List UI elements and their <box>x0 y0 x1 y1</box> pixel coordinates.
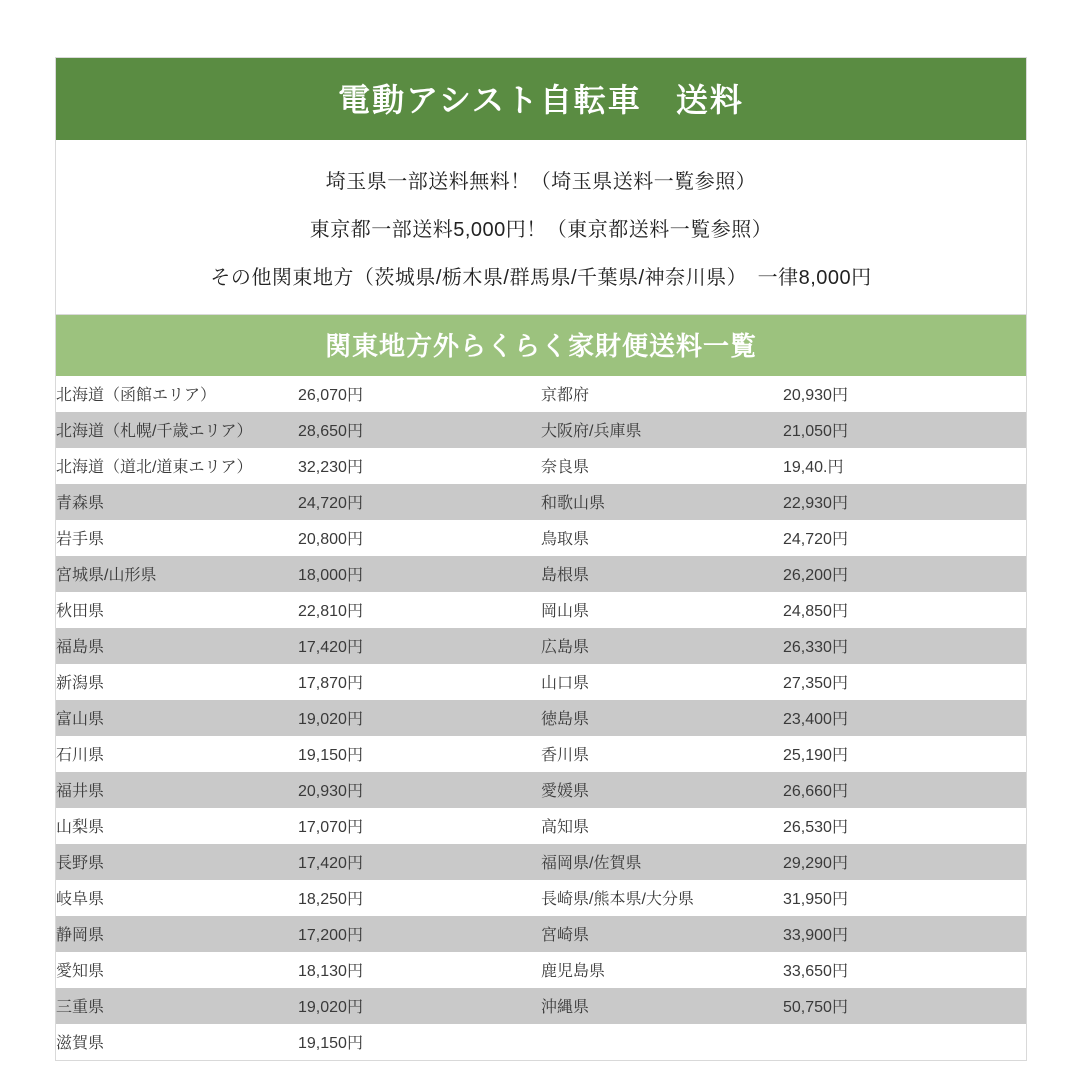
region-cell: 富山県 <box>56 700 298 736</box>
price-cell: 23,400円 <box>783 700 1026 736</box>
region-cell: 高知県 <box>541 808 783 844</box>
region-cell: 愛媛県 <box>541 772 783 808</box>
region-cell: 北海道（札幌/千歳エリア） <box>56 412 298 448</box>
region-cell: 鳥取県 <box>541 520 783 556</box>
price-cell: 18,130円 <box>298 952 541 988</box>
price-cell: 33,650円 <box>783 952 1026 988</box>
price-cell: 22,810円 <box>298 592 541 628</box>
table-row <box>56 700 1026 736</box>
table-row <box>56 808 1026 844</box>
table-row <box>56 592 1026 628</box>
price-cell: 33,900円 <box>783 916 1026 952</box>
region-cell: 宮城県/山形県 <box>56 556 298 592</box>
price-cell: 19,020円 <box>298 988 541 1024</box>
note-line: その他関東地方（茨城県/栃木県/群馬県/千葉県/神奈川県） 一律8,000円 <box>210 267 872 289</box>
table-row <box>56 484 1026 520</box>
price-cell: 20,800円 <box>298 520 541 556</box>
section-subtitle: 関東地方外らくらく家財便送料一覧 <box>56 315 1026 376</box>
price-cell: 18,000円 <box>298 556 541 592</box>
price-cell: 50,750円 <box>783 988 1026 1024</box>
region-cell: 山梨県 <box>56 808 298 844</box>
region-cell: 秋田県 <box>56 592 298 628</box>
region-cell: 和歌山県 <box>541 484 783 520</box>
price-cell: 26,200円 <box>783 556 1026 592</box>
region-cell: 山口県 <box>541 664 783 700</box>
table-row <box>56 520 1026 556</box>
table-body <box>56 376 1026 1060</box>
region-cell: 鹿児島県 <box>541 952 783 988</box>
region-cell: 岩手県 <box>56 520 298 556</box>
region-cell: 大阪府/兵庫県 <box>541 412 783 448</box>
price-cell: 32,230円 <box>298 448 541 484</box>
price-cell: 17,200円 <box>298 916 541 952</box>
price-cell: 22,930円 <box>783 484 1026 520</box>
price-cell: 26,660円 <box>783 772 1026 808</box>
region-cell: 徳島県 <box>541 700 783 736</box>
price-cell: 24,720円 <box>298 484 541 520</box>
region-cell: 新潟県 <box>56 664 298 700</box>
note-line: 埼玉県一部送料無料！（埼玉県送料一覧参照） <box>325 171 757 193</box>
region-cell: 宮崎県 <box>541 916 783 952</box>
region-cell: 静岡県 <box>56 916 298 952</box>
table-row <box>56 988 1026 1024</box>
region-cell: 福島県 <box>56 628 298 664</box>
shipping-fee-table <box>56 376 1026 1060</box>
price-cell: 19,020円 <box>298 700 541 736</box>
note-line: 東京都一部送料5,000円！（東京都送料一覧参照） <box>309 219 773 241</box>
table-row <box>56 448 1026 484</box>
shipping-fee-sheet <box>55 57 1027 1061</box>
table-row <box>56 1024 1026 1060</box>
table-row <box>56 412 1026 448</box>
region-cell: 島根県 <box>541 556 783 592</box>
price-cell: 17,870円 <box>298 664 541 700</box>
region-cell: 石川県 <box>56 736 298 772</box>
price-cell: 19,150円 <box>298 1024 541 1060</box>
price-cell: 26,330円 <box>783 628 1026 664</box>
price-cell: 17,420円 <box>298 628 541 664</box>
region-cell: 長野県 <box>56 844 298 880</box>
page-title: 電動アシスト自転車 送料 <box>56 58 1026 140</box>
price-cell: 19,150円 <box>298 736 541 772</box>
region-cell: 滋賀県 <box>56 1024 298 1060</box>
price-cell: 26,070円 <box>298 376 541 412</box>
notes-section <box>56 140 1026 315</box>
price-cell: 31,950円 <box>783 880 1026 916</box>
price-cell: 20,930円 <box>783 376 1026 412</box>
price-cell: 26,530円 <box>783 808 1026 844</box>
region-cell: 奈良県 <box>541 448 783 484</box>
price-cell: 17,420円 <box>298 844 541 880</box>
region-cell: 岐阜県 <box>56 880 298 916</box>
price-cell: 27,350円 <box>783 664 1026 700</box>
region-cell: 福岡県/佐賀県 <box>541 844 783 880</box>
region-cell: 三重県 <box>56 988 298 1024</box>
region-cell <box>541 1024 783 1060</box>
price-cell: 28,650円 <box>298 412 541 448</box>
region-cell: 長崎県/熊本県/大分県 <box>541 880 783 916</box>
price-cell: 25,190円 <box>783 736 1026 772</box>
price-cell: 24,850円 <box>783 592 1026 628</box>
price-cell <box>783 1024 1026 1060</box>
price-cell: 20,930円 <box>298 772 541 808</box>
table-row <box>56 376 1026 412</box>
price-cell: 24,720円 <box>783 520 1026 556</box>
price-cell: 21,050円 <box>783 412 1026 448</box>
region-cell: 北海道（函館エリア） <box>56 376 298 412</box>
region-cell: 愛知県 <box>56 952 298 988</box>
region-cell: 福井県 <box>56 772 298 808</box>
region-cell: 岡山県 <box>541 592 783 628</box>
region-cell: 沖縄県 <box>541 988 783 1024</box>
table-row <box>56 880 1026 916</box>
price-cell: 29,290円 <box>783 844 1026 880</box>
table-row <box>56 664 1026 700</box>
price-cell: 18,250円 <box>298 880 541 916</box>
price-cell: 17,070円 <box>298 808 541 844</box>
table-row <box>56 952 1026 988</box>
table-row <box>56 736 1026 772</box>
table-row <box>56 556 1026 592</box>
region-cell: 京都府 <box>541 376 783 412</box>
region-cell: 青森県 <box>56 484 298 520</box>
region-cell: 広島県 <box>541 628 783 664</box>
region-cell: 北海道（道北/道東エリア） <box>56 448 298 484</box>
table-row <box>56 628 1026 664</box>
price-cell: 19,40.円 <box>783 448 1026 484</box>
table-row <box>56 772 1026 808</box>
region-cell: 香川県 <box>541 736 783 772</box>
table-row <box>56 916 1026 952</box>
table-row <box>56 844 1026 880</box>
